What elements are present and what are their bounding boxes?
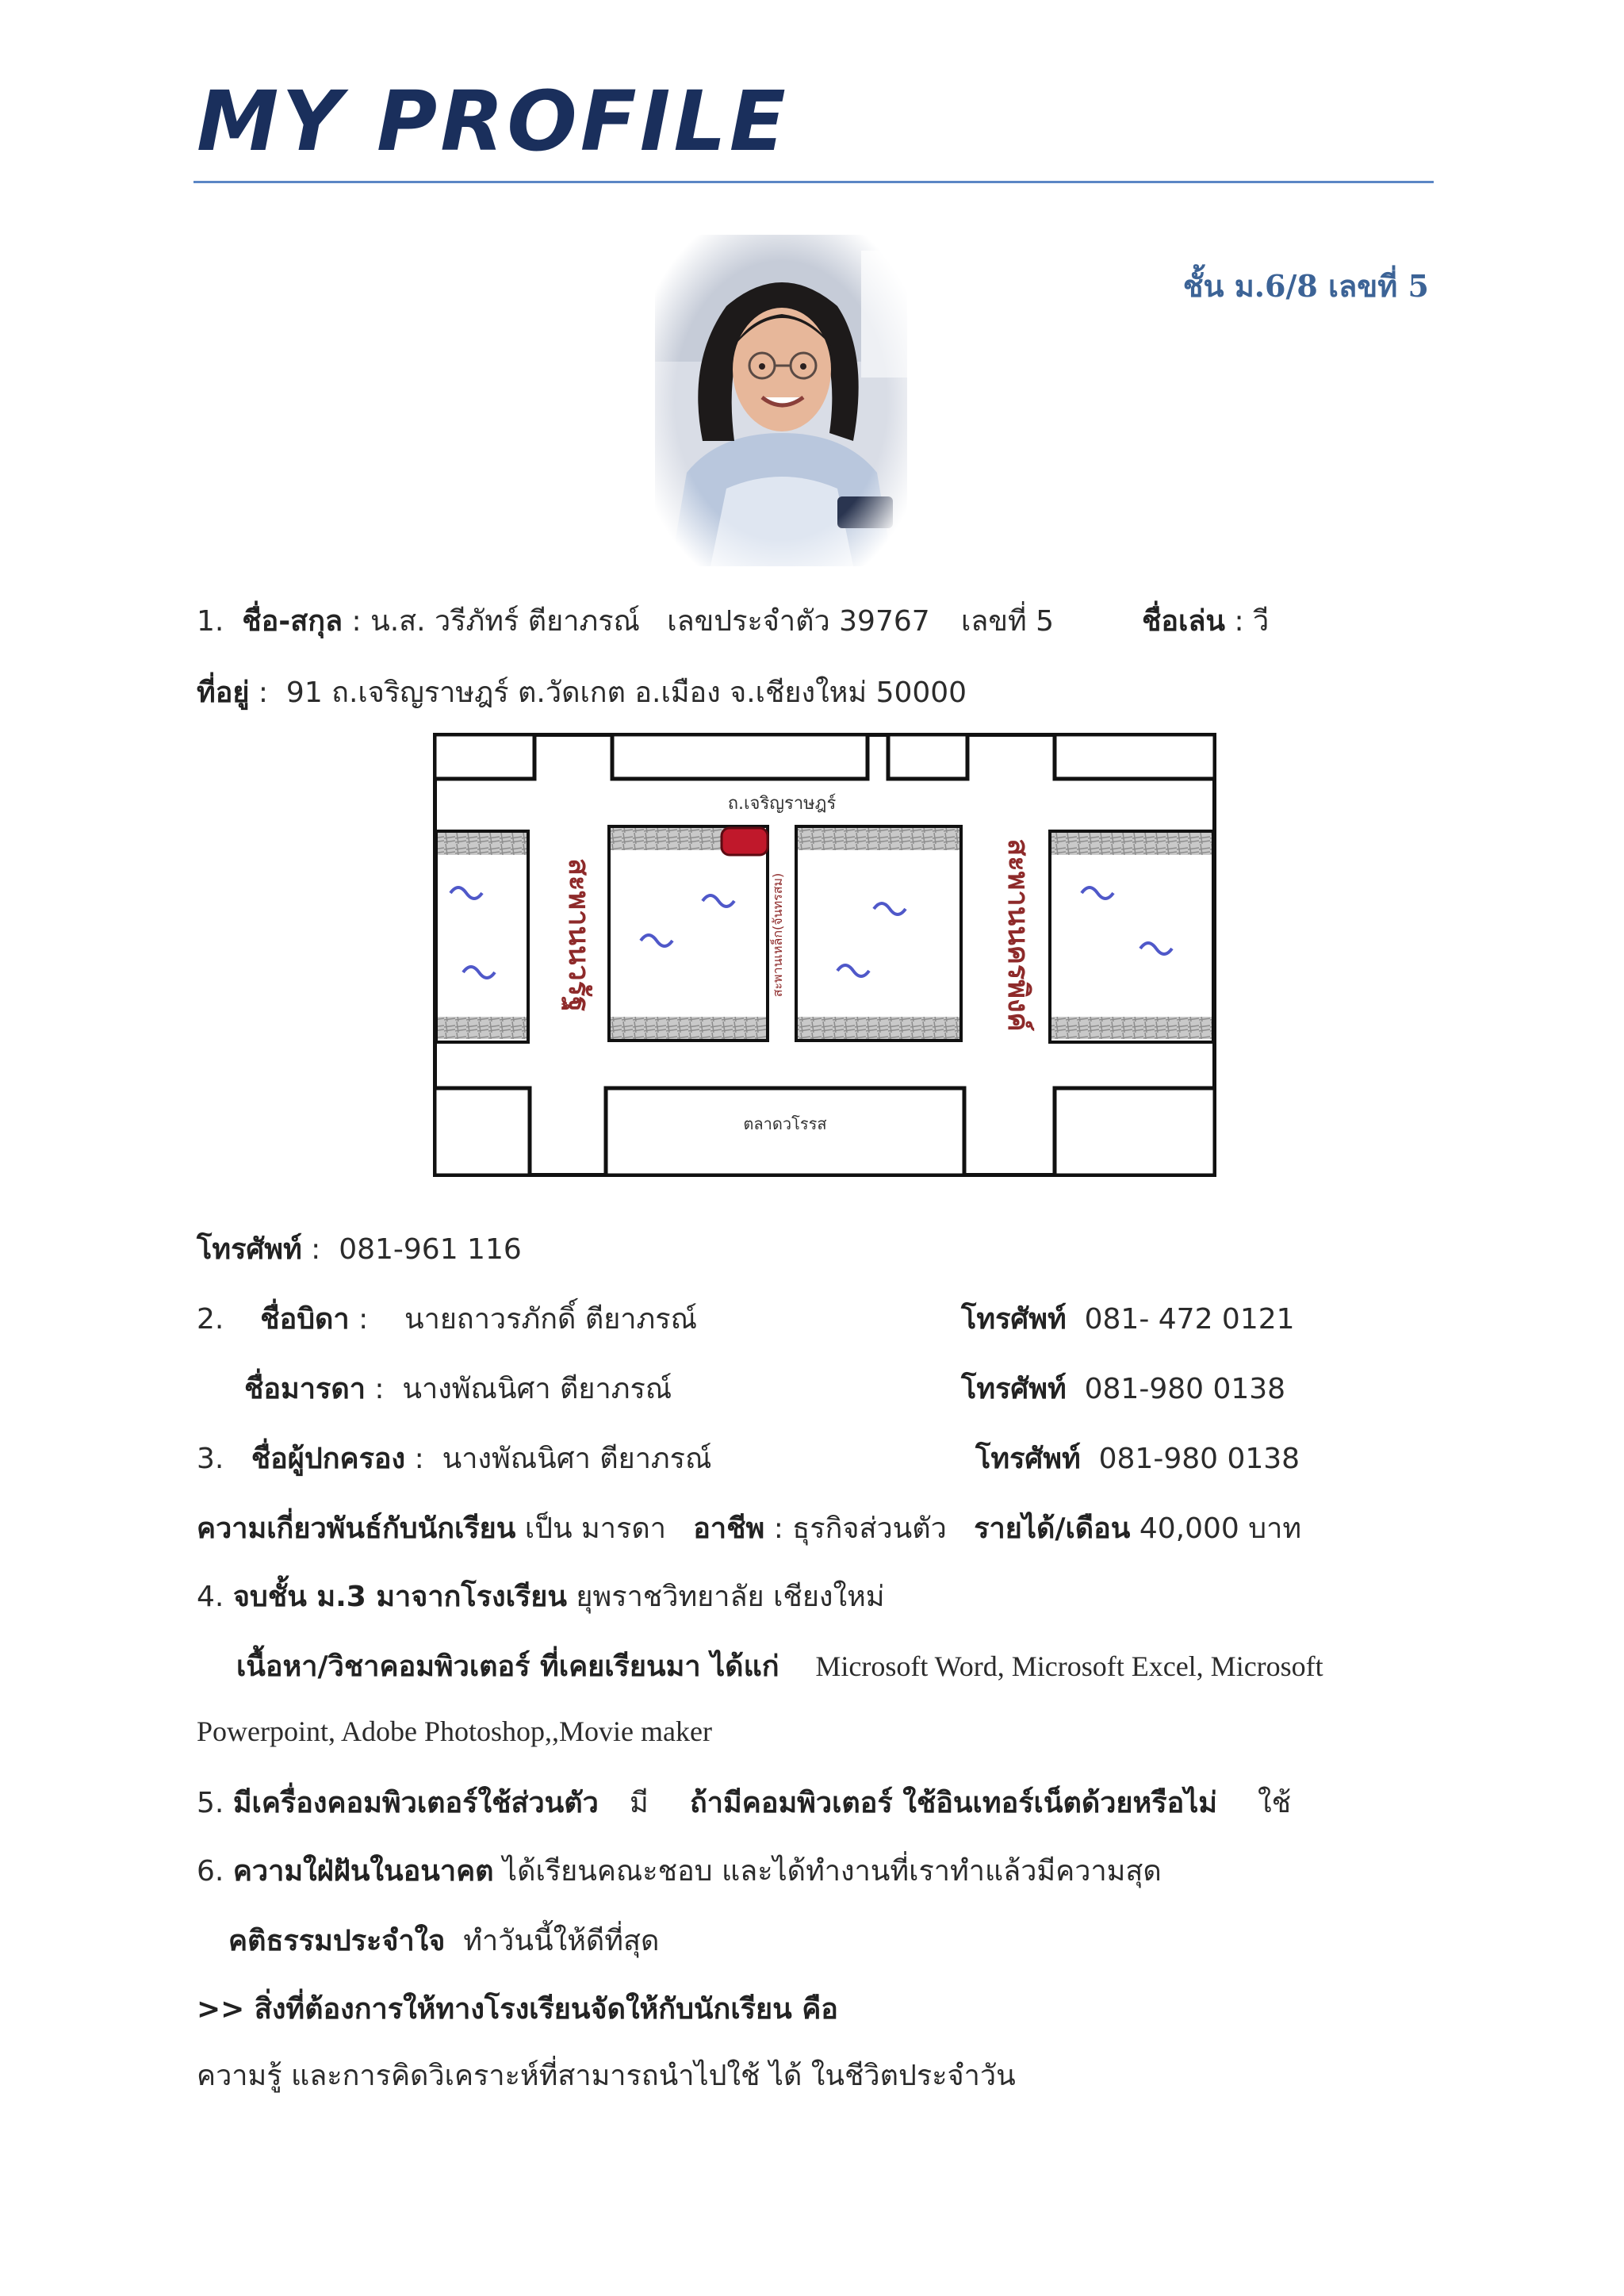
mother-value: นางพัณนิศา ตียาภรณ์ (402, 1373, 672, 1405)
map-bridge-right: สะพานนครพิงค์ (1002, 838, 1034, 1032)
income-value: 40,000 บาท (1139, 1512, 1302, 1545)
number-value: 5 (1036, 605, 1055, 638)
phone-label: โทรศัพท์ (197, 1233, 302, 1266)
number-field (961, 598, 1054, 643)
phone-value: 081-961 116 (339, 1233, 522, 1266)
graduation-row (197, 1573, 885, 1619)
section-number: 5. (197, 1787, 224, 1819)
name-label: ชื่อ-สกุล (242, 605, 343, 638)
class-info: ชั้น ม.6/8 เลขที่ 5 (1182, 268, 1429, 304)
mother-phone (961, 1366, 1285, 1411)
home-marker (722, 828, 768, 855)
mother-row: ชื่อมารดา : นางพัณนิศา ตียาภรณ์ (244, 1373, 672, 1405)
father-value: นายถาวรภักดิ์ ตียาภรณ์ (404, 1303, 697, 1336)
map-block (1055, 734, 1215, 779)
graduation-label: จบชั้น ม.3 มาจากโรงเรียน (232, 1581, 567, 1613)
motto-label: คติธรรมประจำใจ (228, 1925, 446, 1957)
dream-label: ความใฝ่ฝันในอนาคต (232, 1855, 494, 1888)
section-number: 2. (197, 1303, 224, 1336)
map-market-label: ตลาดวโรรส (743, 1114, 827, 1133)
dream-row (197, 1848, 1162, 1893)
address-row: ที่อยู่ : 91 ถ.เจริญราษฎร์ ต.วัดเกต อ.เมือง จ.เชียงใหม่ 50000 (197, 677, 967, 709)
map-block (436, 831, 528, 1042)
own-computer-row (197, 1780, 599, 1825)
map-block (1055, 1088, 1215, 1175)
title-divider (193, 181, 1434, 183)
guardian-row: 3. ชื่อผู้ปกครอง : นางพัณนิศา ตียาภรณ์ (197, 1443, 712, 1475)
computer-courses-label: เนื้อหา/วิชาคอมพิวเตอร์ ที่เคยเรียนมา ได้แก่ (236, 1650, 779, 1683)
number-label: เลขที่ (961, 605, 1027, 638)
income-label: รายได้/เดือน (974, 1512, 1131, 1545)
graduation-value: ยุพราชวิทยาลัย เชียงใหม่ (576, 1581, 885, 1613)
page-title: MY PROFILE (197, 73, 789, 170)
relation-value: เป็น มารดา (524, 1512, 666, 1545)
home-location-map (433, 733, 1216, 1177)
motto-row (228, 1918, 659, 1963)
own-computer-value: มี (630, 1787, 649, 1819)
address-label: ที่อยู่ (197, 677, 250, 709)
phone-row: โทรศัพท์ : 081-961 116 (197, 1233, 522, 1266)
job-label: อาชีพ (693, 1512, 765, 1545)
nickname-label: ชื่อเล่น (1142, 605, 1226, 638)
nickname-field: ชื่อเล่น : วี (1142, 605, 1270, 638)
name-value: น.ส. วรีภัทร์ ตียาภรณ์ (370, 605, 640, 638)
student-photo (655, 235, 907, 566)
guardian-phone-label: โทรศัพท์ (975, 1443, 1081, 1475)
internet-label: ถ้ามีคอมพิวเตอร์ ใช้อินเทอร์เน็ตด้วยหรือไม่ (690, 1787, 1218, 1819)
internet-value: ใช้ (1258, 1787, 1292, 1819)
mother-phone-value: 081-980 0138 (1084, 1373, 1286, 1405)
guardian-label: ชื่อผู้ปกครอง (251, 1443, 406, 1475)
map-block (609, 826, 768, 1041)
computer-courses-row (236, 1643, 1323, 1688)
map-bridge-middle: สะพานเหล็ก(จันทรสม) (770, 872, 785, 998)
father-phone-label: โทรศัพท์ (961, 1303, 1067, 1336)
student-id-value: 39767 (839, 605, 930, 638)
guardian-phone-value: 081-980 0138 (1098, 1443, 1300, 1475)
section-number: 3. (197, 1443, 224, 1475)
job-value: ธุรกิจส่วนตัว (792, 1512, 947, 1545)
computer-courses-continued: Powerpoint, Adobe Photoshop,,Movie maker (197, 1715, 712, 1747)
map-road-label: ถ.เจริญราษฎร์ (727, 794, 837, 814)
section-number: 4. (197, 1581, 224, 1613)
map-block (796, 826, 961, 1041)
nickname-value: วี (1253, 605, 1270, 638)
guardian-value: นางพัณนิศา ตียาภรณ์ (442, 1443, 712, 1475)
map-block (435, 1088, 530, 1175)
father-row: 2. ชื่อบิดา : นายถาวรภักดิ์ ตียาภรณ์ (197, 1303, 697, 1336)
name-row: 1. ชื่อ-สกุล : น.ส. วรีภัทร์ ตียาภรณ์ เลขประจำตัว 39767 (197, 605, 930, 638)
map-block (1050, 831, 1213, 1042)
map-bridge-left: สะพานนวรัฐ (562, 858, 595, 1012)
student-id-label: เลขประจำตัว (667, 605, 830, 638)
map-block (612, 734, 868, 779)
father-phone (961, 1296, 1295, 1341)
request-value: ความรู้ และการคิดวิเคราะห์ที่สามารถนำไปใช้ ได้ ในชีวิตประจำวัน (197, 2060, 1016, 2092)
relation-label: ความเกี่ยวพันธ์กับนักเรียน (197, 1512, 516, 1545)
map-block (888, 734, 967, 779)
motto-value: ทำวันนี้ให้ดีที่สุด (463, 1925, 660, 1957)
dream-value: ได้เรียนคณะชอบ และได้ทำงานที่เราทำแล้วมีความสุด (502, 1855, 1162, 1888)
mother-label: ชื่อมารดา (244, 1373, 366, 1405)
father-phone-value: 081- 472 0121 (1084, 1303, 1295, 1336)
section-number: 1. (197, 605, 224, 638)
mother-phone-label: โทรศัพท์ (961, 1373, 1067, 1405)
relation-row: ความเกี่ยวพันธ์กับนักเรียน เป็น มารดา อาชีพ : ธุรกิจส่วนตัว รายได้/เดือน 40,000 บาท (197, 1512, 1302, 1545)
map-block (435, 734, 534, 779)
father-label: ชื่อบิดา (260, 1303, 350, 1336)
request-label: >> สิ่งที่ต้องการให้ทางโรงเรียนจัดให้กับนักเรียน คือ (197, 1993, 838, 2026)
section-number: 6. (197, 1855, 224, 1888)
own-computer-label: มีเครื่องคอมพิวเตอร์ใช้ส่วนตัว (232, 1787, 599, 1819)
address-value: 91 ถ.เจริญราษฎร์ ต.วัดเกต อ.เมือง จ.เชียงใหม่ 50000 (285, 677, 967, 709)
computer-courses-value: Microsoft Word, Microsoft Excel, Microsoft (815, 1650, 1323, 1682)
guardian-phone (975, 1435, 1300, 1481)
